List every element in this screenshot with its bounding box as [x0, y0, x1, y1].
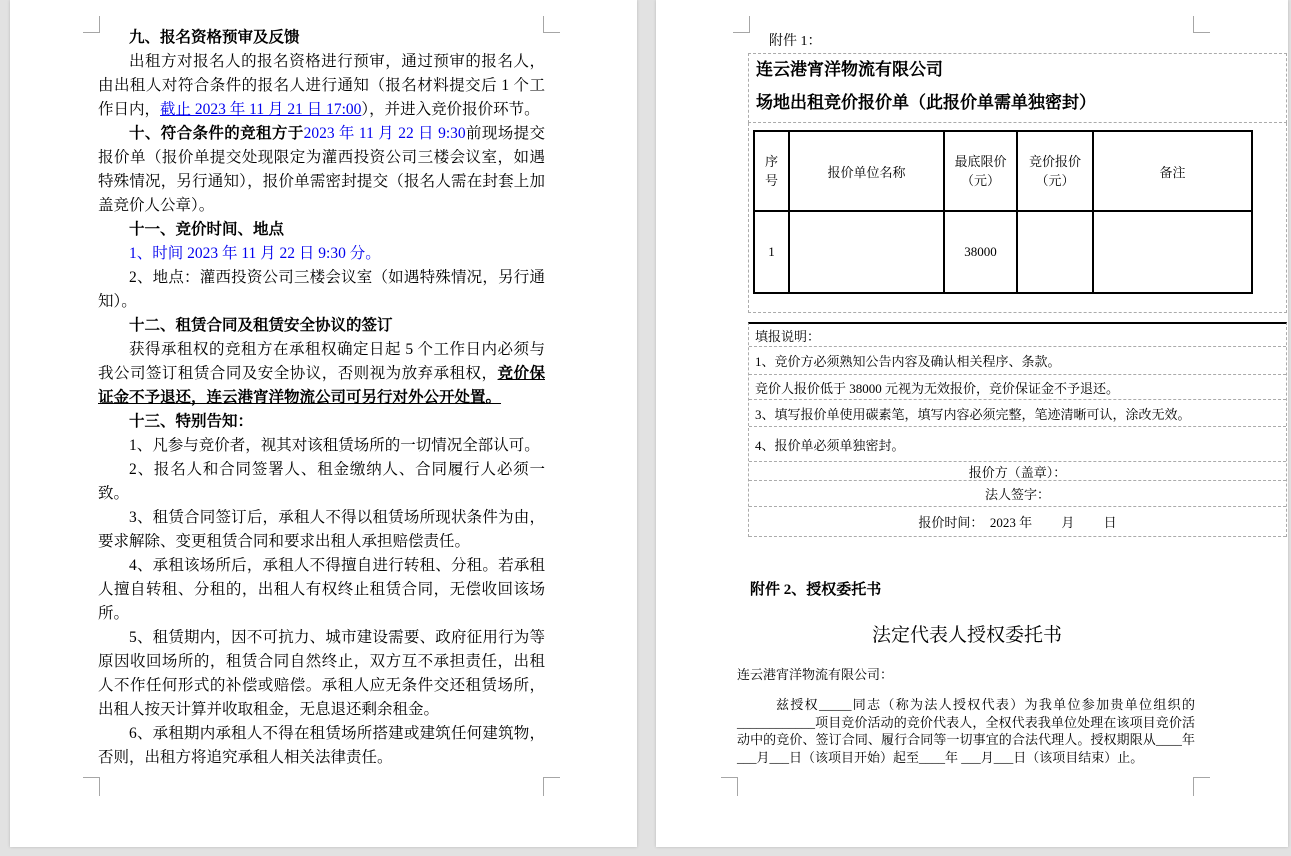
- notice-item-3: 3、租赁合同签订后，承租人不得以租赁场所现状条件为由，要求解除、变更租赁合同和要求出租人承担赔偿责任。: [98, 509, 545, 550]
- page-1-text-body: [98, 26, 545, 770]
- margin-crop-mark: [721, 777, 738, 796]
- col-header-remark: 备注: [1093, 131, 1252, 211]
- bid-time-line: 1、时间 2023 年 11 月 22 日 9:30 分。: [129, 245, 381, 262]
- bid-place-line: 2、地点：灌西投资公司三楼会议室（如遇特殊情况，另行通知）。: [98, 269, 545, 310]
- note-item-1: 1、竞价方必须熟知公告内容及确认相关程序、条款。: [749, 347, 1286, 375]
- section-11-heading: 十一、竞价时间、地点: [129, 221, 285, 238]
- col-header-serial-no: 序号: [754, 131, 789, 211]
- cell-bid-price: [1017, 211, 1093, 293]
- margin-crop-mark: [1193, 777, 1210, 796]
- margin-crop-mark: [543, 777, 560, 796]
- sign-row-stamp: 报价方（盖章）：: [749, 462, 1286, 481]
- col-header-bid-price: 竞价报价（元）: [1017, 131, 1093, 211]
- section-12-heading: 十二、租赁合同及租赁安全协议的签订: [129, 317, 393, 334]
- margin-crop-mark: [1193, 16, 1210, 33]
- section-9-paragraph: 出租方对报名人的报名资格进行预审，通过预审的报名人，由出租人对符合条件的报名人进行通知（报名材料提交后 1 个工作日内，截止 2023 年 11 月 21 日 17:00），并进入竞价报价环节。: [98, 53, 545, 118]
- sign-row-legal-signature: 法人签字：: [749, 481, 1286, 507]
- notes-title-row: 填报说明：: [749, 324, 1286, 347]
- attachment-2-heading: 附件 2、授权委托书: [750, 582, 882, 598]
- notice-item-2: 2、报名人和合同签署人、租金缴纳人、合同履行人必须一致。: [98, 461, 545, 502]
- section-13-heading: 十三、特别告知：: [129, 413, 254, 430]
- form-title: 场地出租竞价报价单（此报价单需单独密封）: [756, 93, 1096, 112]
- cell-serial-no: 1: [754, 211, 789, 293]
- power-of-attorney-addressee: 连云港宵洋物流有限公司：: [737, 667, 894, 682]
- cell-unit-name: [789, 211, 944, 293]
- deadline-date-text: 截止 2023 年 11 月 21 日 17:00: [160, 101, 362, 118]
- document-page-2: [656, 0, 1288, 847]
- margin-crop-mark: [543, 16, 560, 33]
- sign-row-quote-date: 报价时间： 2023 年 月 日: [749, 507, 1286, 537]
- section-12-paragraph: 获得承租权的竞租方在承租权确定日起 5 个工作日内必须与我公司签订租赁合同及安全协议，否则视为放弃承租权，竞价保证金不予退还，连云港宵洋物流公司可另行对外公开处置。: [98, 341, 545, 406]
- margin-crop-mark: [733, 16, 750, 33]
- deposit-warning-text: 竞价保证金不予退还，连云港宵洋物流公司可另行对外公开处置。: [98, 365, 545, 406]
- attachment-1-label: 附件 1：: [769, 34, 822, 49]
- company-name-title: 连云港宵洋物流有限公司: [756, 60, 943, 79]
- document-page-1: [10, 0, 637, 847]
- cell-remark: [1093, 211, 1252, 293]
- note-item-4: 4、报价单必须单独密封。: [749, 427, 1286, 462]
- notice-item-6: 6、承租期内承租人不得在租赁场所搭建或建筑任何建筑物，否则，出租方将追究承租人相关法律责任。: [98, 725, 545, 766]
- quotation-form-title-block: [748, 53, 1287, 123]
- margin-crop-mark: [83, 777, 100, 796]
- notice-item-4: 4、承租该场所后，承租人不得擅自进行转租、分租。若承租人擅自转租、分租的，出租人有权终止租赁合同，无偿收回该场所。: [98, 557, 545, 622]
- col-header-unit-name: 报价单位名称: [789, 131, 944, 211]
- note-item-2: 竞价人报价低于 38000 元视为无效报价，竞价保证金不予退还。: [749, 375, 1286, 400]
- notice-item-5: 5、租赁期内，因不可抗力、城市建设需要、政府征用行为等原因收回场所的，租赁合同自然终止，双方互不承担责任，出租人不作任何形式的补偿或赔偿。承租人应无条件交还租赁场所，出租人按天计算并收取租金，无息退还剩余租金。: [98, 629, 545, 718]
- section-9-heading: 九、报名资格预审及反馈: [129, 29, 300, 46]
- cell-min-price: 38000: [944, 211, 1017, 293]
- filling-instructions-block: [748, 322, 1287, 537]
- submit-date-text: 2023 年 11 月 22 日 9:30: [303, 125, 466, 142]
- col-header-min-price: 最底限价（元）: [944, 131, 1017, 211]
- notice-item-1: 1、凡参与竞价者，视其对该租赁场所的一切情况全部认可。: [129, 437, 540, 454]
- note-item-3: 3、填写报价单使用碳素笔，填写内容必须完整，笔迹清晰可认，涂改无效。: [749, 400, 1286, 427]
- power-of-attorney-body: 兹授权_____同志（称为法人授权代表）为我单位参加贵单位组织的____________项目竞价活动的竞价代表人，全权代表我单位处理在该项目竞价活动中的竞价、签订合同、履行合同等一切事宜的合法代理人。授权期限从____年___月___日（该项目开始）起至____年 ___月___日（该项目结束）止。: [737, 697, 1195, 765]
- bid-quotation-table: [753, 130, 1253, 294]
- table-data-row: [754, 211, 1252, 293]
- table-header-row: [754, 131, 1252, 211]
- section-10-paragraph: 十、符合条件的竞租方于2023 年 11 月 22 日 9:30前现场提交报价单（报价单提交处现限定为灌西投资公司三楼会议室，如遇特殊情况，另行通知），报价单需密封提交（报名人需在封套上加盖竞价人公章）。: [98, 125, 545, 214]
- power-of-attorney-title: 法定代表人授权委托书: [871, 625, 1062, 646]
